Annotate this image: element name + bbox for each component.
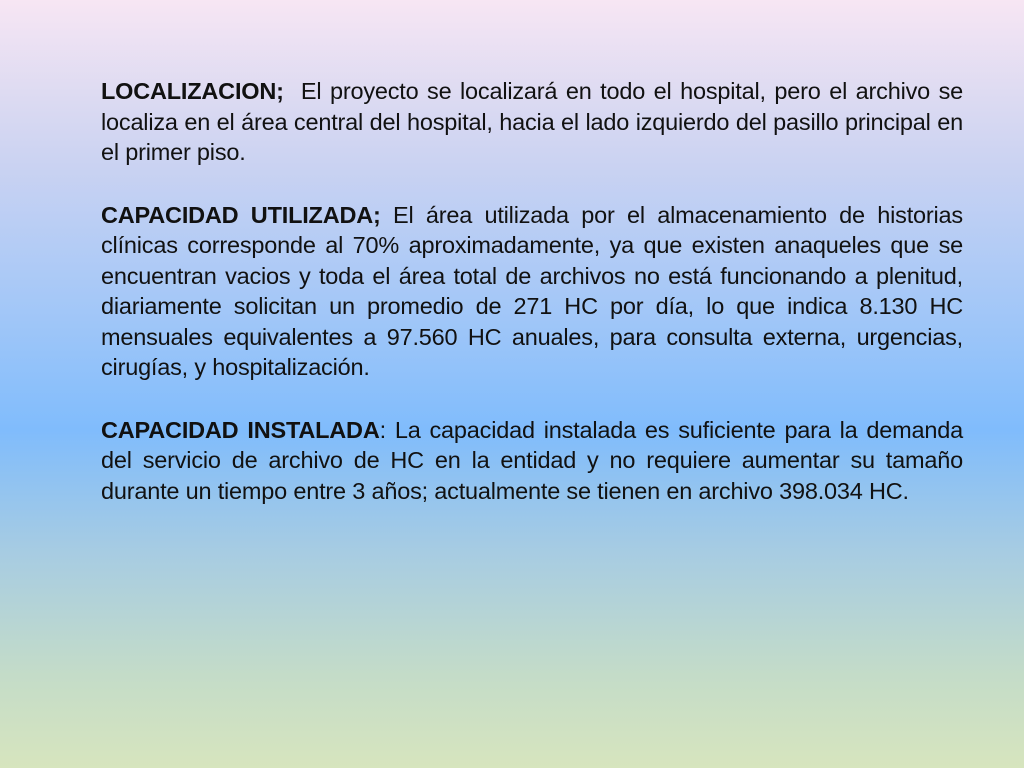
- paragraph-capacidad-utilizada: [101, 200, 963, 383]
- paragraph-title: LOCALIZACION;: [101, 78, 284, 104]
- paragraph-separator: [284, 78, 301, 104]
- paragraph-localizacion: [101, 76, 963, 168]
- paragraph-text: El área utilizada por el almacenamiento de historias clínicas corresponde al 70% aproximadamente, ya que existen anaqueles que se encuentran vacios y toda el área total de archivos no está funcionando a plenitud, diariamente solicitan un promedio de 271 HC por día, lo que indica 8.130 HC mensuales equivalentes a 97.560 HC anuales, para consulta externa, urgencias, cirugías, y hospitalización.: [101, 201, 963, 380]
- slide-body: [101, 76, 963, 538]
- paragraph-capacidad-instalada: [101, 415, 963, 507]
- paragraph-title: CAPACIDAD UTILIZADA;: [101, 201, 381, 228]
- paragraph-text: La capacidad instalada es suficiente para la demanda del servicio de archivo de HC en la entidad y no requiere aumentar su tamaño durante un tiempo entre 3 años; actualmente se tienen en archivo 398.034 HC.: [101, 416, 963, 504]
- paragraph-separator: [381, 202, 393, 228]
- paragraph-text: El proyecto se localizará en todo el hospital, pero el archivo se localiza en el área central del hospital, hacia el lado izquierdo del pasillo principal en el primer piso.: [101, 78, 963, 165]
- paragraph-separator: :: [379, 416, 395, 443]
- paragraph-title: CAPACIDAD INSTALADA: [101, 416, 380, 443]
